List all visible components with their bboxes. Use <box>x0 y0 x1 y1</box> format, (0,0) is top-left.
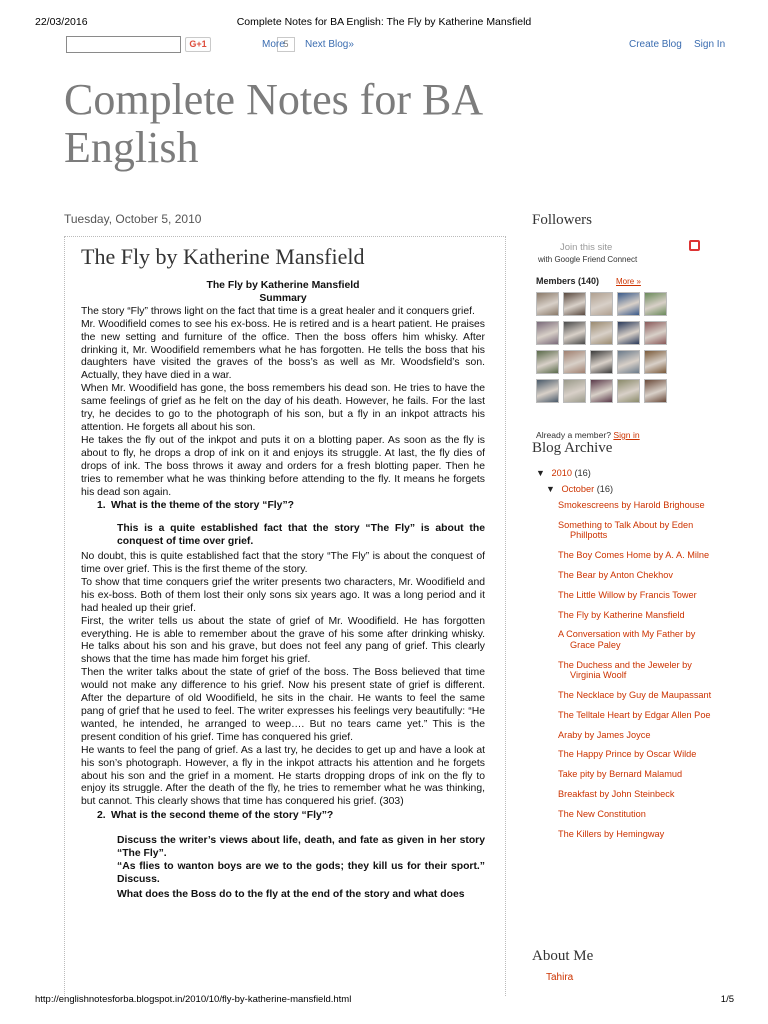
archive-post-list <box>558 500 716 848</box>
blogger-navbar <box>66 36 730 54</box>
paragraph: To show that time conquers grief the writer presents two characters, Mr. Woodifield and his ex-boss. Both of them lost their only sons six years ago. It was a long period and it had healed up their grief. <box>81 576 485 614</box>
next-blog-link[interactable]: Next Blog» <box>305 39 354 50</box>
paragraph: Then the writer talks about the state of grief of the boss. The Boss believed that time would not make any difference to his grief. Now his present state of grief is different. After the departure of old Woodifield, he sits in the chair. He wants to feel the same pang of grief that he used to feel. The writer expresses his feelings very beautifully: “He wanted, he intended, he arranged to weep…. But no tears came yet.” This is the present condition of his grief. Time has conquered his grief. <box>81 667 485 743</box>
archive-post-link[interactable]: Take pity by Bernard Malamud <box>558 769 683 780</box>
page-number: 1/5 <box>720 994 734 1005</box>
triangle-down-icon[interactable]: ▼ <box>536 468 545 478</box>
paragraph: He takes the fly out of the inkpot and puts it on a blotting paper. As soon as the fly is about to fly, he drops a drop of ink on it and enjoys its struggle. At last, the fly dies of drops of ink. The boss throws it away and orders for a fresh blotting paper. Then he tries to remember what he was thinking before attending to the fly. It means he forgets his dead son again. <box>81 434 485 498</box>
sign-in-link[interactable]: Sign In <box>694 39 726 50</box>
year-link[interactable]: 2010 <box>551 468 572 478</box>
archive-post-link[interactable]: The Boy Comes Home by A. A. Milne <box>558 550 710 561</box>
print-header <box>0 16 768 30</box>
paragraph: No doubt, this is quite established fact that the story “The Fly” is about the conquest of time over grief. This is the first theme of the story. <box>81 551 485 576</box>
member-avatar[interactable] <box>563 379 586 403</box>
archive-post-link[interactable]: Smokescreens by Harold Brighouse <box>558 500 705 510</box>
member-avatar[interactable] <box>563 321 586 345</box>
expand-icon[interactable] <box>689 240 700 251</box>
member-avatar[interactable] <box>590 321 613 345</box>
member-avatar[interactable] <box>563 350 586 374</box>
member-avatar[interactable] <box>590 379 613 403</box>
search-input[interactable] <box>66 36 181 53</box>
more-link[interactable]: More <box>262 39 285 50</box>
question-number: 1. <box>97 500 106 512</box>
about-heading: About Me <box>532 948 594 964</box>
question-text: What is the second theme of the story “Fly”? <box>111 810 334 822</box>
question-number: 2. <box>97 810 106 822</box>
month-count: (16) <box>596 484 614 494</box>
member-avatar[interactable] <box>536 292 559 316</box>
archive-post-link[interactable]: Araby by James Joyce <box>558 729 651 740</box>
blog-title[interactable]: Complete Notes for BA English <box>64 75 481 172</box>
member-avatar[interactable] <box>563 292 586 316</box>
paragraph: When Mr. Woodifield has gone, the boss remembers his dead son. He tries to have the same feelings of grief as he felt on the day of his death. However, he fails. For the last try, he decides to go to the photograph of his son, but a fly in an inkpot attracts his attention. He forgets all about his son. <box>81 383 485 433</box>
month-link[interactable]: October <box>561 484 595 494</box>
join-site-link[interactable]: Join this site <box>560 242 613 253</box>
member-avatars <box>536 292 676 403</box>
already-member-text: Already a member? <box>536 430 611 440</box>
archive-post-link[interactable]: The Happy Prince by Oscar Wilde <box>558 749 697 760</box>
archive-post-link[interactable]: The Fly by Katherine Mansfield <box>558 609 685 620</box>
member-avatar[interactable] <box>536 379 559 403</box>
answer-lead: This is a quite established fact that the story “The Fly” is about the conquest of time over grief. <box>117 523 485 548</box>
sidebar <box>532 212 732 983</box>
followers-heading: Followers <box>532 212 592 228</box>
archive-post-link[interactable]: The Telltale Heart by Edgar Allen Poe <box>558 709 711 720</box>
member-avatar[interactable] <box>617 321 640 345</box>
gplus-count: 5 <box>277 37 295 52</box>
discussion-question: What does the Boss do to the fly at the end of the story and what does <box>117 888 465 900</box>
print-title: Complete Notes for BA English: The Fly by Katherine Mansfield <box>236 16 532 28</box>
archive-post-link[interactable]: The Necklace by Guy de Maupassant <box>558 690 712 701</box>
sign-in-link-sidebar[interactable]: Sign in <box>613 430 640 440</box>
paragraph: He wants to feel the pang of grief. As a last try, he decides to get up and have a look at his son’s photograph. However, a fly in the inkpot attracts his attention and he forgets about his son and the grief in a moment. He starts dropping drops of ink on the fly to enjoy its struggle. After the death of the fly, he tries to remember what he was thinking, but cannot. This clearly shows that time has conquered his grief. (303) <box>81 744 485 808</box>
archive-post-link[interactable]: Breakfast by John Steinbeck <box>558 788 675 799</box>
triangle-down-icon[interactable]: ▼ <box>546 484 555 494</box>
members-count: Members (140) <box>536 276 600 286</box>
discussion-question: “As flies to wanton boys are we to the gods; they kill us for their sport.” Discuss. <box>117 860 485 885</box>
post-date: Tuesday, October 5, 2010 <box>64 212 202 226</box>
discussion-question: Discuss the writer’s views about life, death, and fate as given in her story “The Fly”. <box>117 835 485 860</box>
gfc-label: with Google Friend Connect <box>538 255 638 264</box>
post-subtitle: The Fly by Katherine Mansfield <box>206 280 360 291</box>
archive-post-link[interactable]: The Duchess and the Jeweler by Virginia Woolf <box>558 659 692 681</box>
member-avatar[interactable] <box>536 350 559 374</box>
author-link[interactable]: Tahira <box>546 972 574 983</box>
archive-post-link[interactable]: The New Constitution <box>558 808 646 819</box>
archive-post-link[interactable]: Something to Talk About by Eden Phillpotts <box>558 519 694 541</box>
gplus-button[interactable]: G+1 <box>185 37 211 52</box>
question-text: What is the theme of the story “Fly”? <box>111 500 295 512</box>
member-avatar[interactable] <box>644 321 667 345</box>
archive-post-link[interactable]: The Bear by Anton Chekhov <box>558 569 673 580</box>
member-avatar[interactable] <box>644 379 667 403</box>
archive-heading: Blog Archive <box>532 440 613 456</box>
member-avatar[interactable] <box>617 292 640 316</box>
create-blog-link[interactable]: Create Blog <box>629 39 682 50</box>
member-avatar[interactable] <box>617 350 640 374</box>
print-date: 22/03/2016 <box>35 16 88 28</box>
year-count: (16) <box>574 468 591 478</box>
already-member <box>536 430 640 440</box>
archive-year[interactable] <box>536 468 591 478</box>
archive-month[interactable] <box>546 484 613 494</box>
summary-label: Summary <box>259 292 307 304</box>
member-avatar[interactable] <box>536 321 559 345</box>
members-more-link[interactable]: More » <box>616 277 641 286</box>
post-title[interactable]: The Fly by Katherine Mansfield <box>81 244 365 269</box>
member-avatar[interactable] <box>617 379 640 403</box>
paragraph: First, the writer tells us about the state of grief of Mr. Woodifield. He has forgotten everything. He is able to remember about the grave of his some after drinking whisky. He talks about his son and his grave, but does not feel any pang of grief. This clearly shows that the time has made him forget his grief. <box>81 615 485 666</box>
archive-post-link[interactable]: The Killers by Hemingway <box>558 828 665 839</box>
archive-post-link[interactable]: A Conversation with My Father by Grace Paley <box>558 629 696 650</box>
post-body <box>81 280 485 902</box>
member-avatar[interactable] <box>590 292 613 316</box>
question-1 <box>81 500 485 513</box>
question-2 <box>81 810 485 823</box>
member-avatar[interactable] <box>590 350 613 374</box>
paragraph: Mr. Woodifield comes to see his ex-boss. He is retired and is a heart patient. He praises the new setting and furniture of the office. Then the boss offers him whisky. After drinking it, Mr. Woodifield remembers what he has forgotten. He tells the boss that his daughters have visited the graves of the boss’s as well as Mr. Woodsfield’s son. Actually, they have died in a war. <box>81 318 485 382</box>
paragraph: The story “Fly” throws light on the fact that time is a great healer and it conquers grief. <box>81 305 475 317</box>
member-avatar[interactable] <box>644 292 667 316</box>
member-avatar[interactable] <box>644 350 667 374</box>
print-url: http://englishnotesforba.blogspot.in/2010/10/fly-by-katherine-mansfield.html <box>35 994 352 1005</box>
archive-post-link[interactable]: The Little Willow by Francis Tower <box>558 589 697 600</box>
